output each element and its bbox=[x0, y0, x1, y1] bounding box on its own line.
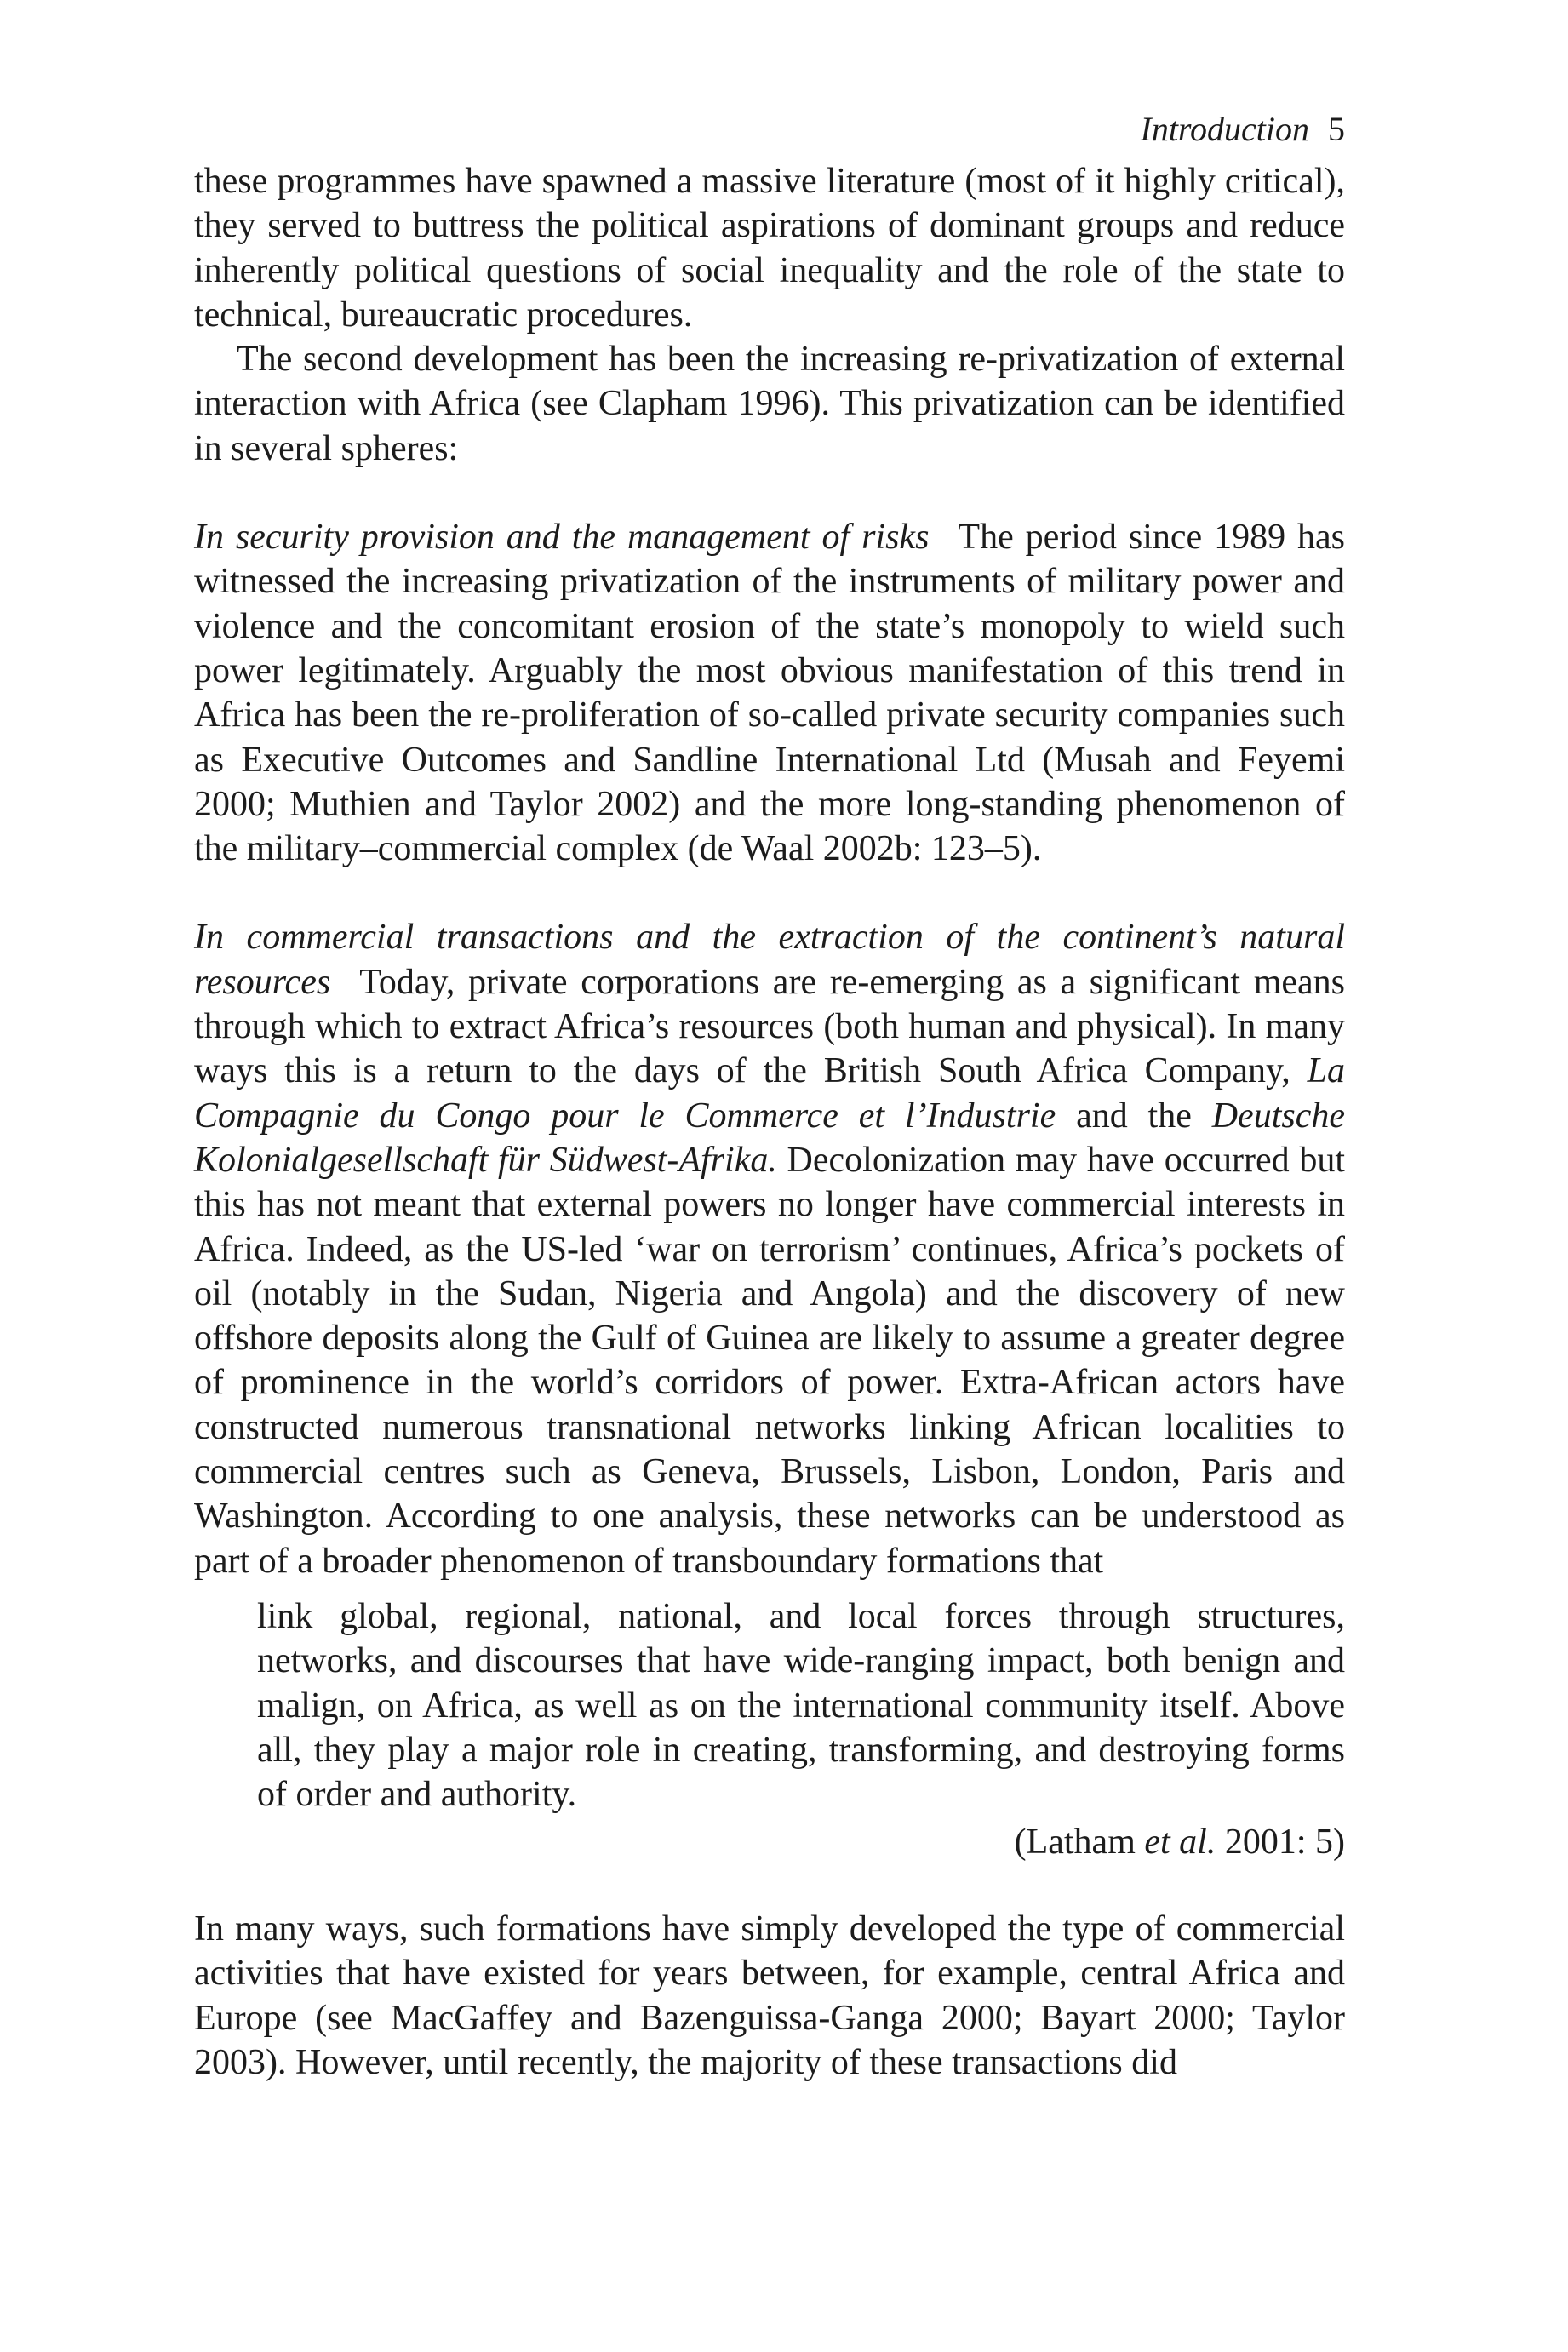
section-commercial-connector: and the bbox=[1076, 1096, 1192, 1136]
section-security bbox=[194, 515, 1345, 871]
company-name-deutsche: Deutsche Kolonialgesellschaft für Südwest-Afrika. bbox=[194, 1096, 1345, 1180]
citation-year: 2001: 5) bbox=[1224, 1823, 1345, 1863]
paragraph-continued: these programmes have spawned a massive literature (most of it highly critical), they served to buttress the political aspirations of dominant groups and reduce inherently political questions of social inequality and the role of the state to technical, bureaucratic procedures. bbox=[194, 162, 1345, 335]
company-name-congo: La Compagnie du Congo pour le Commerce et l’Industrie bbox=[194, 1051, 1345, 1136]
page-number: 5 bbox=[1328, 110, 1345, 148]
running-head-title: Introduction bbox=[1140, 110, 1309, 148]
final-text bbox=[194, 1907, 1345, 2085]
section-security-body: The period since 1989 has witnessed the increasing privatization of the instruments of military power and violence and the concomitant erosion of the state’s monopoly to wield such power legitimately. Arguably the most obvious manifestation of this trend in Africa has been the re-proliferation of so-called private security companies such as Executive Outcomes and Sandline International Ltd (Musah and Feyemi 2000; Muthien and Taylor 2002) and the more long-standing phenomenon of the military–commercial complex (de Waal 2002b: 123–5). bbox=[194, 518, 1345, 869]
citation-author: (Latham bbox=[1014, 1823, 1136, 1863]
section-commercial-heading: In commercial transactions and the extraction of the continent’s natural resources bbox=[194, 918, 1345, 1002]
section-commercial bbox=[194, 915, 1345, 1582]
paragraph-formations: In many ways, such formations have simply developed the type of commercial activities that have existed for years between, for example, central Africa and Europe (see MacGaffey and Bazenguissa-Ganga 2000; Bayart 2000; Taylor 2003). However, until recently, the majority of these transactions did bbox=[194, 1909, 1345, 2082]
main-text bbox=[194, 159, 1345, 1583]
section-commercial-body-part2: Decolonization may have occurred but this has not meant that external powers no longer have commercial interests in Africa. Indeed, as the US-led ‘war on terrorism’ continues, Africa’s pockets of oil (notably in the Sudan, Nigeria and Angola) and the discovery of new offshore deposits along the Gulf of Guinea are likely to assume a greater degree of prominence in the world’s corridors of power. Extra-African actors have constructed numerous transnational networks linking African localities to commercial centres such as Geneva, Brussels, Lisbon, London, Paris and Washington. According to one analysis, these networks can be understood as part of a broader phenomenon of transboundary formations that bbox=[194, 1140, 1346, 1581]
section-security-heading: In security provision and the management of risks bbox=[194, 518, 930, 558]
citation-et-al: et al. bbox=[1144, 1823, 1216, 1863]
paragraph-second-development: The second development has been the increasing re-privatization of external interaction with Africa (see Clapham 1996). This privatization can be identified in several spheres: bbox=[194, 340, 1345, 468]
block-quote bbox=[257, 1594, 1345, 1865]
block-quote-citation bbox=[257, 1820, 1345, 1864]
block-quote-text: link global, regional, national, and local forces through structures, networks, and discourses that have wide-ranging impact, both benign and malign, on Africa, as well as on the international community itself. Above all, they play a major role in creating, transforming, and destroying forms of order and authority. bbox=[257, 1597, 1345, 1815]
section-commercial-body-part1: Today, private corporations are re-emerging as a significant means through which to extract Africa’s resources (both human and physical). In many ways this is a return to the days of the British South Africa Company, bbox=[194, 962, 1345, 1091]
running-head bbox=[1141, 109, 1346, 150]
